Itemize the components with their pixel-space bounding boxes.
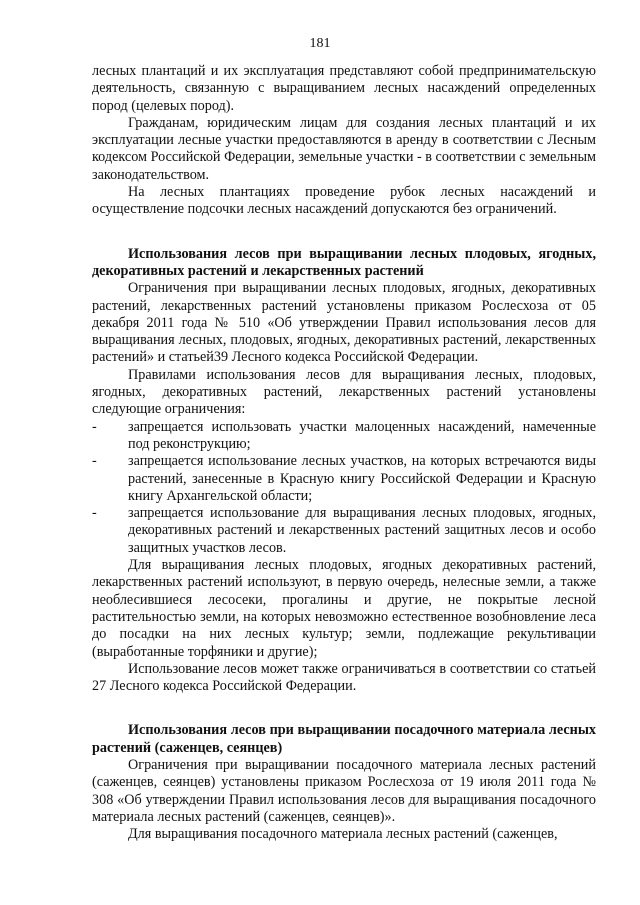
list-item-text: запрещается использование для выращивания лесных плодовых, ягодных, декоративных растений и лекарственных растений защитных лесов и особо защитных участков лесов. <box>128 505 596 556</box>
section-spacer <box>92 695 596 722</box>
page-number: 181 <box>309 36 331 51</box>
list-item <box>92 453 596 505</box>
list-item <box>92 419 596 454</box>
section-heading: Использования лесов при выращивании лесных плодовых, ягодных, декоративных растений и лекарственных растений <box>92 245 596 279</box>
dash-marker: - <box>92 505 97 522</box>
section-heading: Использования лесов при выращивании посадочного материала лесных растений (саженцев, сеянцев) <box>92 722 596 756</box>
section-spacer <box>92 219 596 246</box>
paragraph: Ограничения при выращивании лесных плодовых, ягодных, декоративных растений, лекарственных растений установлены приказом Рослесхоза от 05 декабря 2011 года № 510 «Об утверждении Правил использования лесов для выращивания лесных, плодовых, ягодных, декоративных растений, лекарственных растений» и статьей39 Лесного кодекса Российской Федерации. <box>92 280 596 366</box>
list-item <box>92 505 596 557</box>
paragraph: Для выращивания лесных плодовых, ягодных декоративных растений, лекарственных растений используют, в первую очередь, нелесные земли, а также необлесившиеся лесосеки, прогалины и другие, не покрытые лесной растительностью земли, на которых невозможно естественное возобновление леса до посадки на них лесных культур; земли, подлежащие рекультивации (выработанные торфяники и другие); <box>92 557 596 660</box>
paragraph: Использование лесов может также ограничиваться в соответствии со статьей 27 Лесного кодекса Российской Федерации. <box>92 660 596 695</box>
paragraph: Гражданам, юридическим лицам для создания лесных плантаций и их эксплуатации лесные участки предоставляются в аренду в соответствии с Лесным кодексом Российской Федерации, земельные участки - в соответствии с земельным законодательством. <box>92 114 596 183</box>
dash-marker: - <box>92 453 97 470</box>
paragraph: лесных плантаций и их эксплуатация представляют собой предпринимательскую деятельность, связанную с выращиванием лесных насаждений определенных пород (целевых пород). <box>92 63 596 114</box>
paragraph: Ограничения при выращивании посадочного материала лесных растений (саженцев, сеянцев) установлены приказом Рослесхоза от 19 июля 2011 года № 308 «Об утверждении Правил использования лесов для выращивания посадочного материала лесных растений (саженцев, сеянцев)». <box>92 756 596 825</box>
dash-marker: - <box>92 418 97 435</box>
paragraph: На лесных плантациях проведение рубок лесных насаждений и осуществление подсочки лесных насаждений допускаются без ограничений. <box>92 184 596 218</box>
list-item-text: запрещается использовать участки малоценных насаждений, намеченные под реконструкцию; <box>128 418 596 452</box>
paragraph: Для выращивания посадочного материала лесных растений (саженцев, <box>128 826 558 843</box>
paragraph: Правилами использования лесов для выращивания лесных, плодовых, ягодных, декоративных растений, лекарственных растений установлены следующие ограничения: <box>92 366 596 418</box>
list-item-text: запрещается использование лесных участков, на которых встречаются виды растений, занесенные в Красную книгу Российской Федерации и Красную книгу Архангельской области; <box>128 453 596 504</box>
document-body <box>92 63 596 843</box>
